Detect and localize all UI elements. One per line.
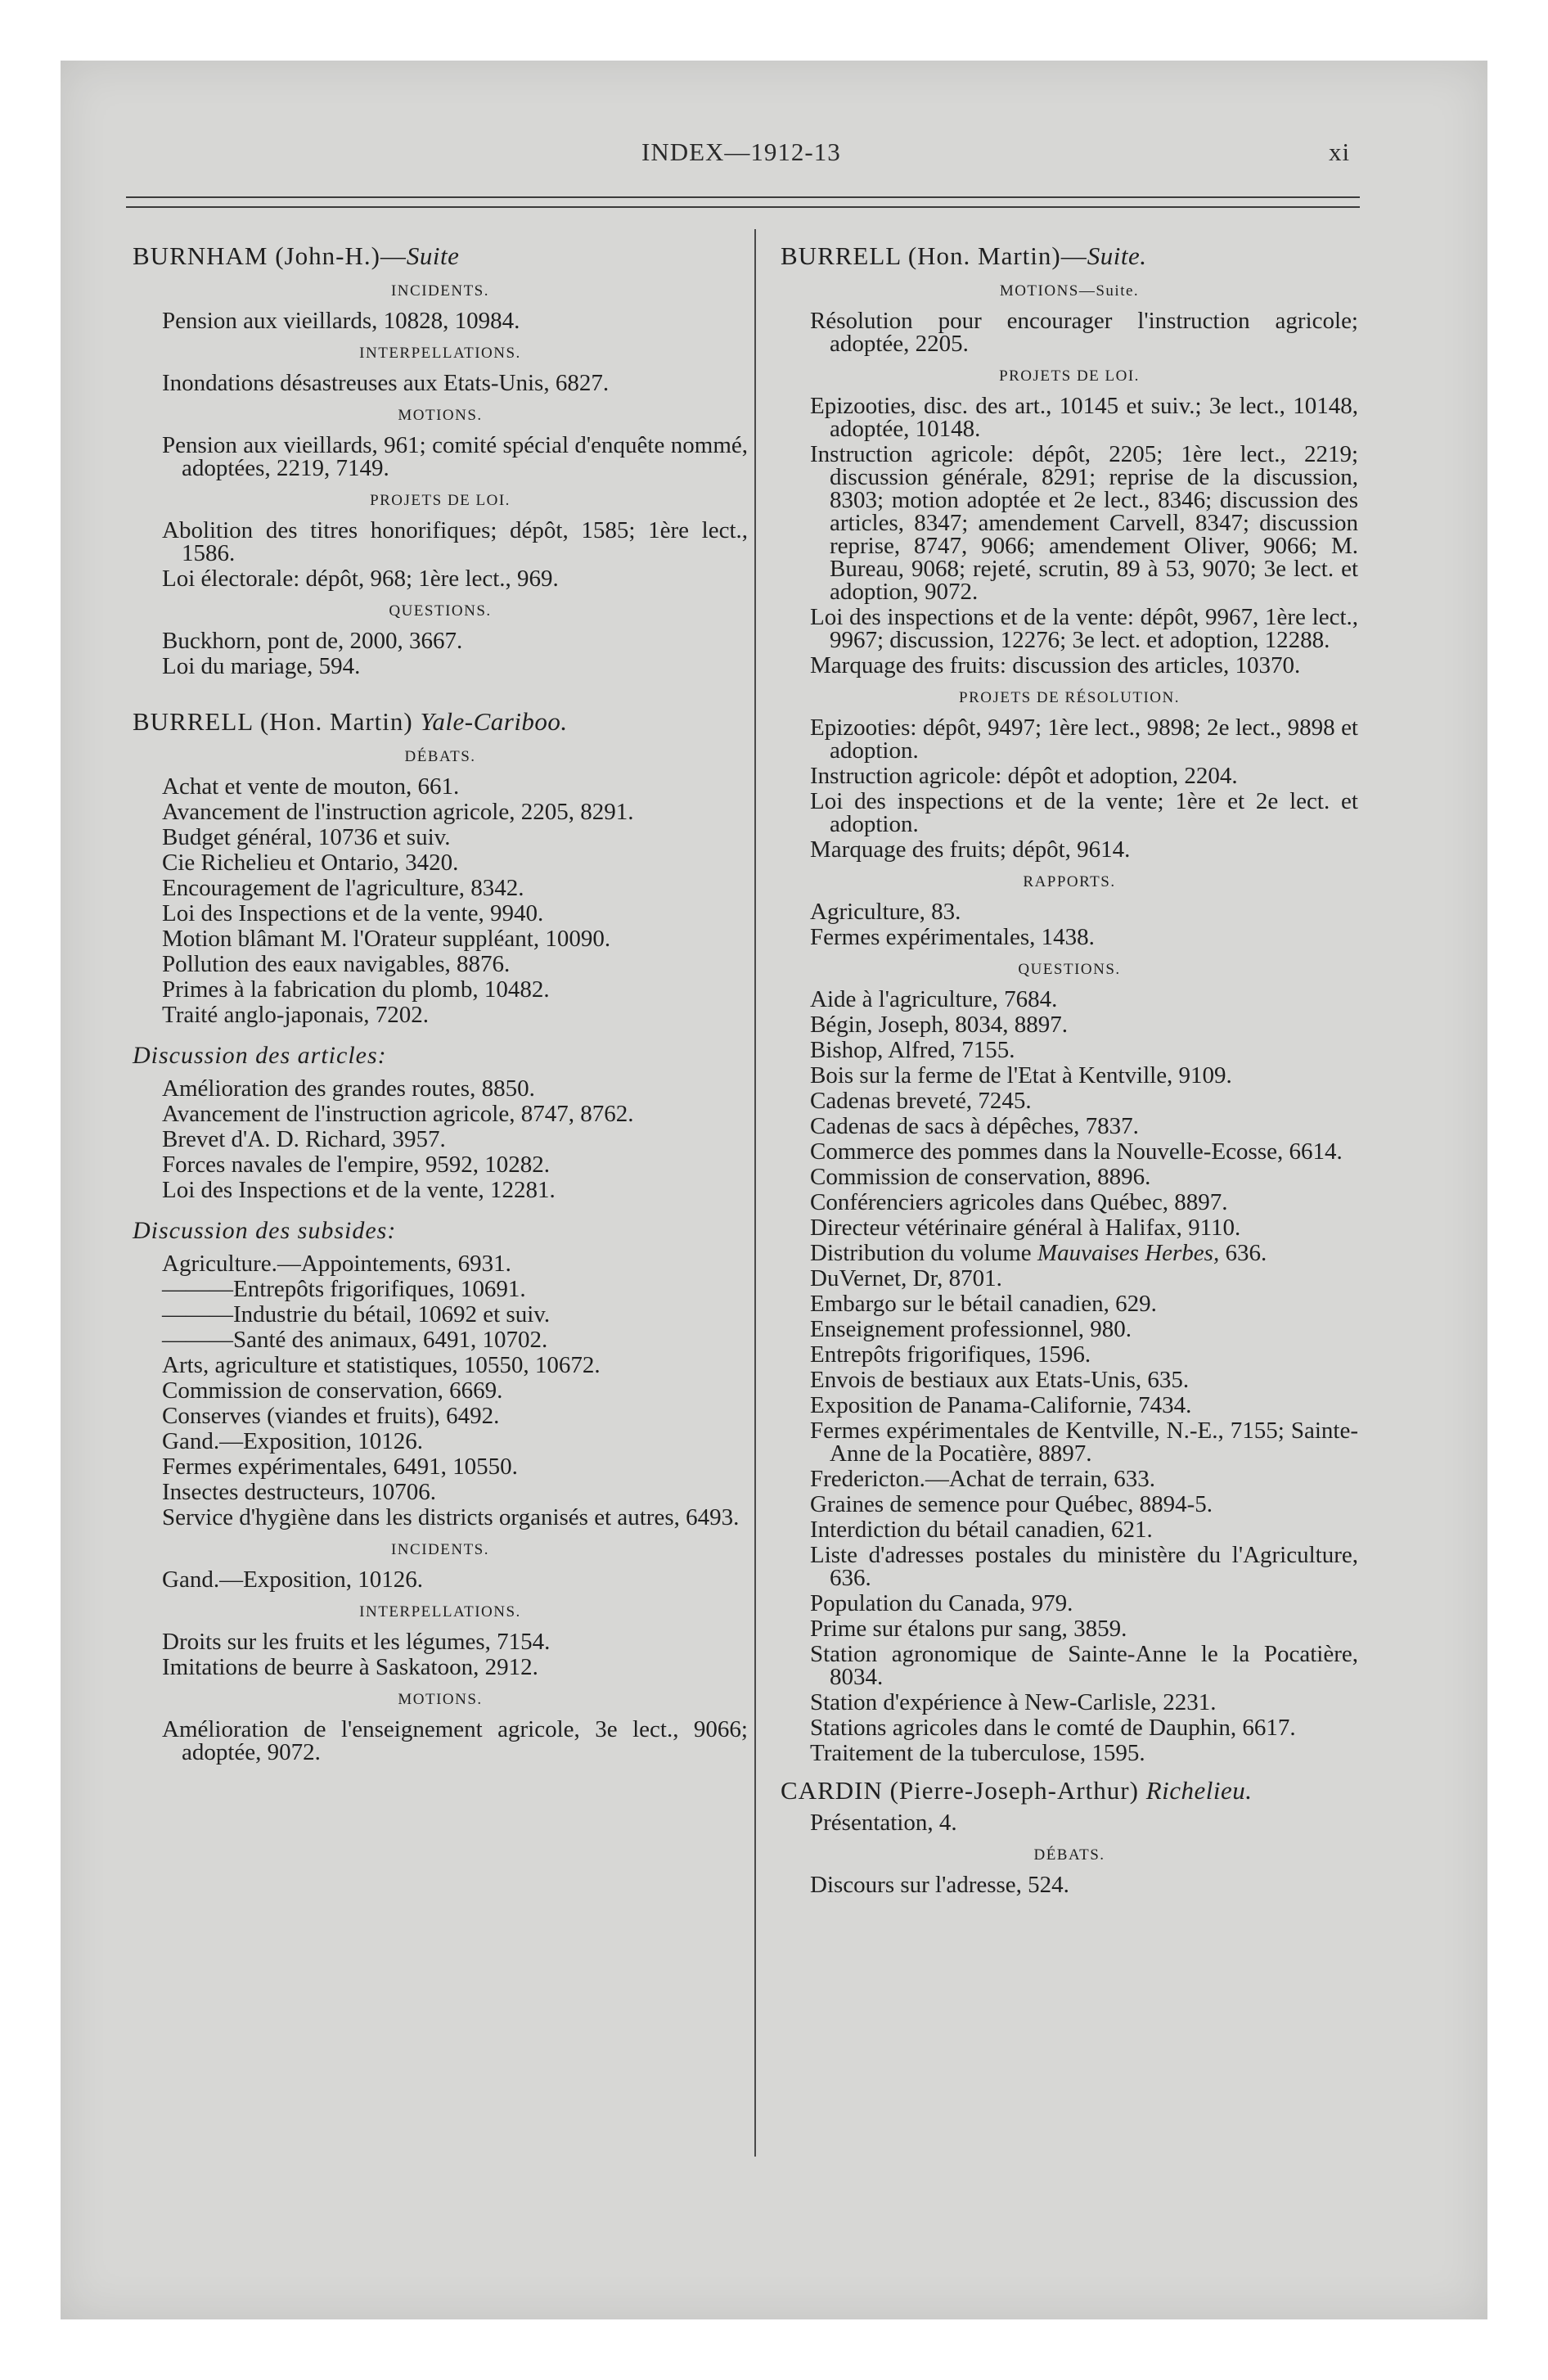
index-entry: Avancement de l'instruction agricole, 8747, 8762. (162, 1101, 634, 1127)
header-rule-bottom (126, 206, 1360, 208)
index-entry: Graines de semence pour Québec, 8894-5. (810, 1491, 1213, 1517)
index-entry (781, 1242, 1358, 1264)
index-entry: Fermes expérimentales, 6491, 10550. (162, 1454, 518, 1480)
index-entry: Epizooties: dépôt, 9497; 1ère lect., 9898; 2e lect., 9898 et adoption. (810, 714, 1358, 764)
index-entry: Stations agricoles dans le comté de Dauphin, 6617. (810, 1715, 1296, 1741)
index-entry: Imitations de beurre à Saskatoon, 2912. (162, 1654, 538, 1680)
index-entry: Bois sur la ferme de l'Etat à Kentville, 9109. (810, 1062, 1232, 1089)
index-entry: Envois de bestiaux aux Etats-Unis, 635. (810, 1367, 1190, 1393)
index-entry: Pension aux vieillards, 10828, 10984. (162, 308, 520, 334)
index-entry: Achat et vente de mouton, 661. (162, 773, 460, 800)
index-entry: Loi des Inspections et de la vente, 12281. (162, 1177, 556, 1203)
index-entry: Loi des inspections et de la vente; 1ère et 2e lect. et adoption. (810, 788, 1358, 837)
subsection-heading: PROJETS DE RÉSOLUTION. (959, 689, 1180, 706)
index-entry: Arts, agriculture et statistiques, 10550, 10672. (162, 1352, 601, 1378)
subsection-heading: INCIDENTS. (390, 282, 490, 300)
index-entry: Traitement de la tuberculose, 1595. (810, 1740, 1145, 1766)
subsection-heading: QUESTIONS. (1018, 961, 1121, 978)
index-entry: Commission de conservation, 6669. (162, 1377, 503, 1404)
index-entry: Présentation, 4. (810, 1810, 957, 1836)
index-entry: Directeur vétérinaire général à Halifax, 9110. (810, 1215, 1241, 1241)
index-entry: Aide à l'agriculture, 7684. (810, 986, 1058, 1012)
header-rule-top (126, 196, 1360, 198)
index-entry: Buckhorn, pont de, 2000, 3667. (162, 628, 463, 654)
index-entry: Prime sur étalons pur sang, 3859. (810, 1616, 1127, 1642)
index-entry: Fredericton.—Achat de terrain, 633. (810, 1466, 1155, 1492)
subsection-heading: MOTIONS—Suite. (999, 282, 1140, 300)
index-entry: Conserves (viandes et fruits), 6492. (162, 1403, 500, 1429)
member-name-heading (133, 242, 748, 270)
index-entry: Insectes destructeurs, 10706. (162, 1479, 437, 1505)
index-entry: Loi des inspections et de la vente: dépôt, 9967, 1ère lect., 9967; discussion, 12276; 3e lect. et adoption, 12288. (810, 604, 1358, 653)
index-entry: Pension aux vieillards, 961; comité spécial d'enquête nommé, adoptées, 2219, 7149. (162, 432, 748, 481)
index-entry: Avancement de l'instruction agricole, 2205, 8291. (162, 799, 634, 825)
subsection-heading: INTERPELLATIONS. (359, 1603, 521, 1620)
index-entry: Résolution pour encourager l'instruction agricole; adoptée, 2205. (810, 308, 1358, 357)
index-entry: ———Industrie du bétail, 10692 et suiv. (162, 1301, 551, 1327)
member-name: BURNHAM (John-H.)— (133, 241, 407, 270)
index-entry: Instruction agricole: dépôt et adoption, 2204. (810, 763, 1238, 789)
subsection-heading: PROJETS DE LOI. (999, 367, 1140, 385)
index-entry: Droits sur les fruits et les légumes, 7154. (162, 1629, 551, 1655)
index-entry: Pollution des eaux navigables, 8876. (162, 951, 511, 977)
page-number: xi (1329, 137, 1351, 166)
index-entry: ———Santé des animaux, 6491, 10702. (162, 1327, 548, 1353)
italic-subheading: Discussion des subsides: (133, 1217, 397, 1244)
index-entry: Loi des Inspections et de la vente, 9940. (162, 900, 544, 926)
index-entry: DuVernet, Dr, 8701. (810, 1265, 1002, 1291)
index-entry: Embargo sur le bétail canadien, 629. (810, 1291, 1157, 1317)
index-entry: ———Entrepôts frigorifiques, 10691. (162, 1276, 526, 1302)
index-entry: Loi électorale: dépôt, 968; 1ère lect., 969. (162, 566, 559, 592)
index-entry: Primes à la fabrication du plomb, 10482. (162, 976, 550, 1003)
index-entry: Loi du mariage, 594. (162, 653, 361, 679)
index-entry: Bégin, Joseph, 8034, 8897. (810, 1012, 1068, 1038)
index-entry: Commerce des pommes dans la Nouvelle-Ecosse, 6614. (810, 1138, 1343, 1165)
index-entry: Encouragement de l'agriculture, 8342. (162, 875, 524, 901)
subsection-heading: INTERPELLATIONS. (359, 345, 521, 362)
entry-italic-text: Mauvaises Herbes, (1037, 1240, 1220, 1266)
index-entry: Gand.—Exposition, 10126. (162, 1566, 423, 1593)
index-entry: Cie Richelieu et Ontario, 3420. (162, 850, 459, 876)
section-gap (133, 680, 748, 708)
index-entry: Agriculture, 83. (810, 899, 961, 925)
index-entry: Interdiction du bétail canadien, 621. (810, 1517, 1153, 1543)
index-entry: Conférenciers agricoles dans Québec, 8897. (810, 1189, 1228, 1215)
member-name: CARDIN (Pierre-Joseph-Arthur) (781, 1776, 1146, 1805)
index-entry: Commission de conservation, 8896. (810, 1164, 1151, 1190)
index-entry: Instruction agricole: dépôt, 2205; 1ère lect., 2219; discussion générale, 8291; reprise de la discussion, 8303; motion adoptée et 2e lect., 8346; discussion des articles, 8347; amendement Carvell, 8347; discussion reprise, 8747, 9066; amendement Oliver, 9066; M. Bureau, 9068; rejeté, scrutin, 89 à 53, 9070; 3e lect. et adoption, 9072. (810, 441, 1358, 605)
index-entry: Amélioration de l'enseignement agricole, 3e lect., 9066; adoptée, 9072. (162, 1716, 748, 1765)
index-entry: Marquage des fruits; dépôt, 9614. (810, 836, 1131, 863)
index-entry: Cadenas de sacs à dépêches, 7837. (810, 1113, 1139, 1139)
column-divider (754, 229, 756, 2157)
index-entry: Enseignement professionnel, 980. (810, 1316, 1132, 1342)
index-entry: Cadenas breveté, 7245. (810, 1088, 1032, 1114)
index-entry: Fermes expérimentales, 1438. (810, 924, 1095, 950)
index-entry: Marquage des fruits: discussion des articles, 10370. (810, 652, 1301, 678)
member-name-heading (133, 708, 748, 736)
index-entry: Abolition des titres honorifiques; dépôt, 1585; 1ère lect., 1586. (162, 517, 748, 566)
index-entry: Gand.—Exposition, 10126. (162, 1428, 423, 1454)
member-riding: Richelieu. (1145, 1776, 1253, 1805)
member-name: BURRELL (Hon. Martin) (133, 707, 421, 736)
subsection-heading: RAPPORTS. (1023, 873, 1116, 890)
index-entry: Forces navales de l'empire, 9592, 10282. (162, 1152, 550, 1178)
subsection-heading: MOTIONS. (398, 407, 483, 424)
subsection-heading: DÉBATS. (1033, 1846, 1105, 1864)
index-entry: Brevet d'A. D. Richard, 3957. (162, 1126, 446, 1152)
left-column (133, 242, 748, 1766)
right-column (781, 242, 1358, 1899)
index-entry: Exposition de Panama-Californie, 7434. (810, 1392, 1192, 1418)
index-entry: Station d'expérience à New-Carlisle, 2231. (810, 1689, 1217, 1715)
subsection-heading: DÉBATS. (404, 748, 476, 765)
index-entry: Traité anglo-japonais, 7202. (162, 1002, 429, 1028)
index-entry: Entrepôts frigorifiques, 1596. (810, 1341, 1091, 1368)
index-entry: Discours sur l'adresse, 524. (810, 1872, 1069, 1898)
index-entry: Motion blâmant M. l'Orateur suppléant, 10090. (162, 926, 611, 952)
index-entry: Epizooties, disc. des art., 10145 et suiv.; 3e lect., 10148, adoptée, 10148. (810, 393, 1358, 442)
italic-subheading: Discussion des articles: (133, 1042, 387, 1069)
page-header-title: INDEX—1912-13 (641, 137, 841, 166)
subsection-heading: QUESTIONS. (389, 602, 492, 620)
member-riding: Yale-Cariboo. (420, 707, 568, 736)
index-entry: Station agronomique de Sainte-Anne le la Pocatière, 8034. (810, 1641, 1358, 1690)
member-name: BURRELL (Hon. Martin)— (781, 241, 1087, 270)
subsection-heading: MOTIONS. (398, 1691, 483, 1708)
index-entry: Budget général, 10736 et suiv. (162, 824, 451, 850)
index-entry: Bishop, Alfred, 7155. (810, 1037, 1015, 1063)
index-entry: Amélioration des grandes routes, 8850. (162, 1075, 535, 1102)
index-entry: Population du Canada, 979. (810, 1590, 1073, 1616)
subsection-heading: PROJETS DE LOI. (370, 492, 511, 509)
member-name-heading (781, 242, 1358, 270)
entry-tail: 636. (1219, 1240, 1267, 1266)
member-name-heading (781, 1777, 1358, 1805)
index-entry: Inondations désastreuses aux Etats-Unis, 6827. (162, 370, 610, 396)
index-entry: Agriculture.—Appointements, 6931. (162, 1251, 511, 1277)
index-entry: Fermes expérimentales de Kentville, N.-E., 7155; Sainte-Anne de la Pocatière, 8897. (810, 1418, 1358, 1467)
index-entry: Liste d'adresses postales du ministère du l'Agriculture, 636. (810, 1542, 1358, 1591)
subsection-heading: INCIDENTS. (390, 1541, 490, 1558)
member-riding: Suite (406, 241, 460, 270)
entry-text: Distribution du volume (810, 1240, 1037, 1266)
index-entry: Service d'hygiène dans les districts organisés et autres, 6493. (162, 1504, 740, 1530)
member-riding: Suite. (1087, 241, 1147, 270)
